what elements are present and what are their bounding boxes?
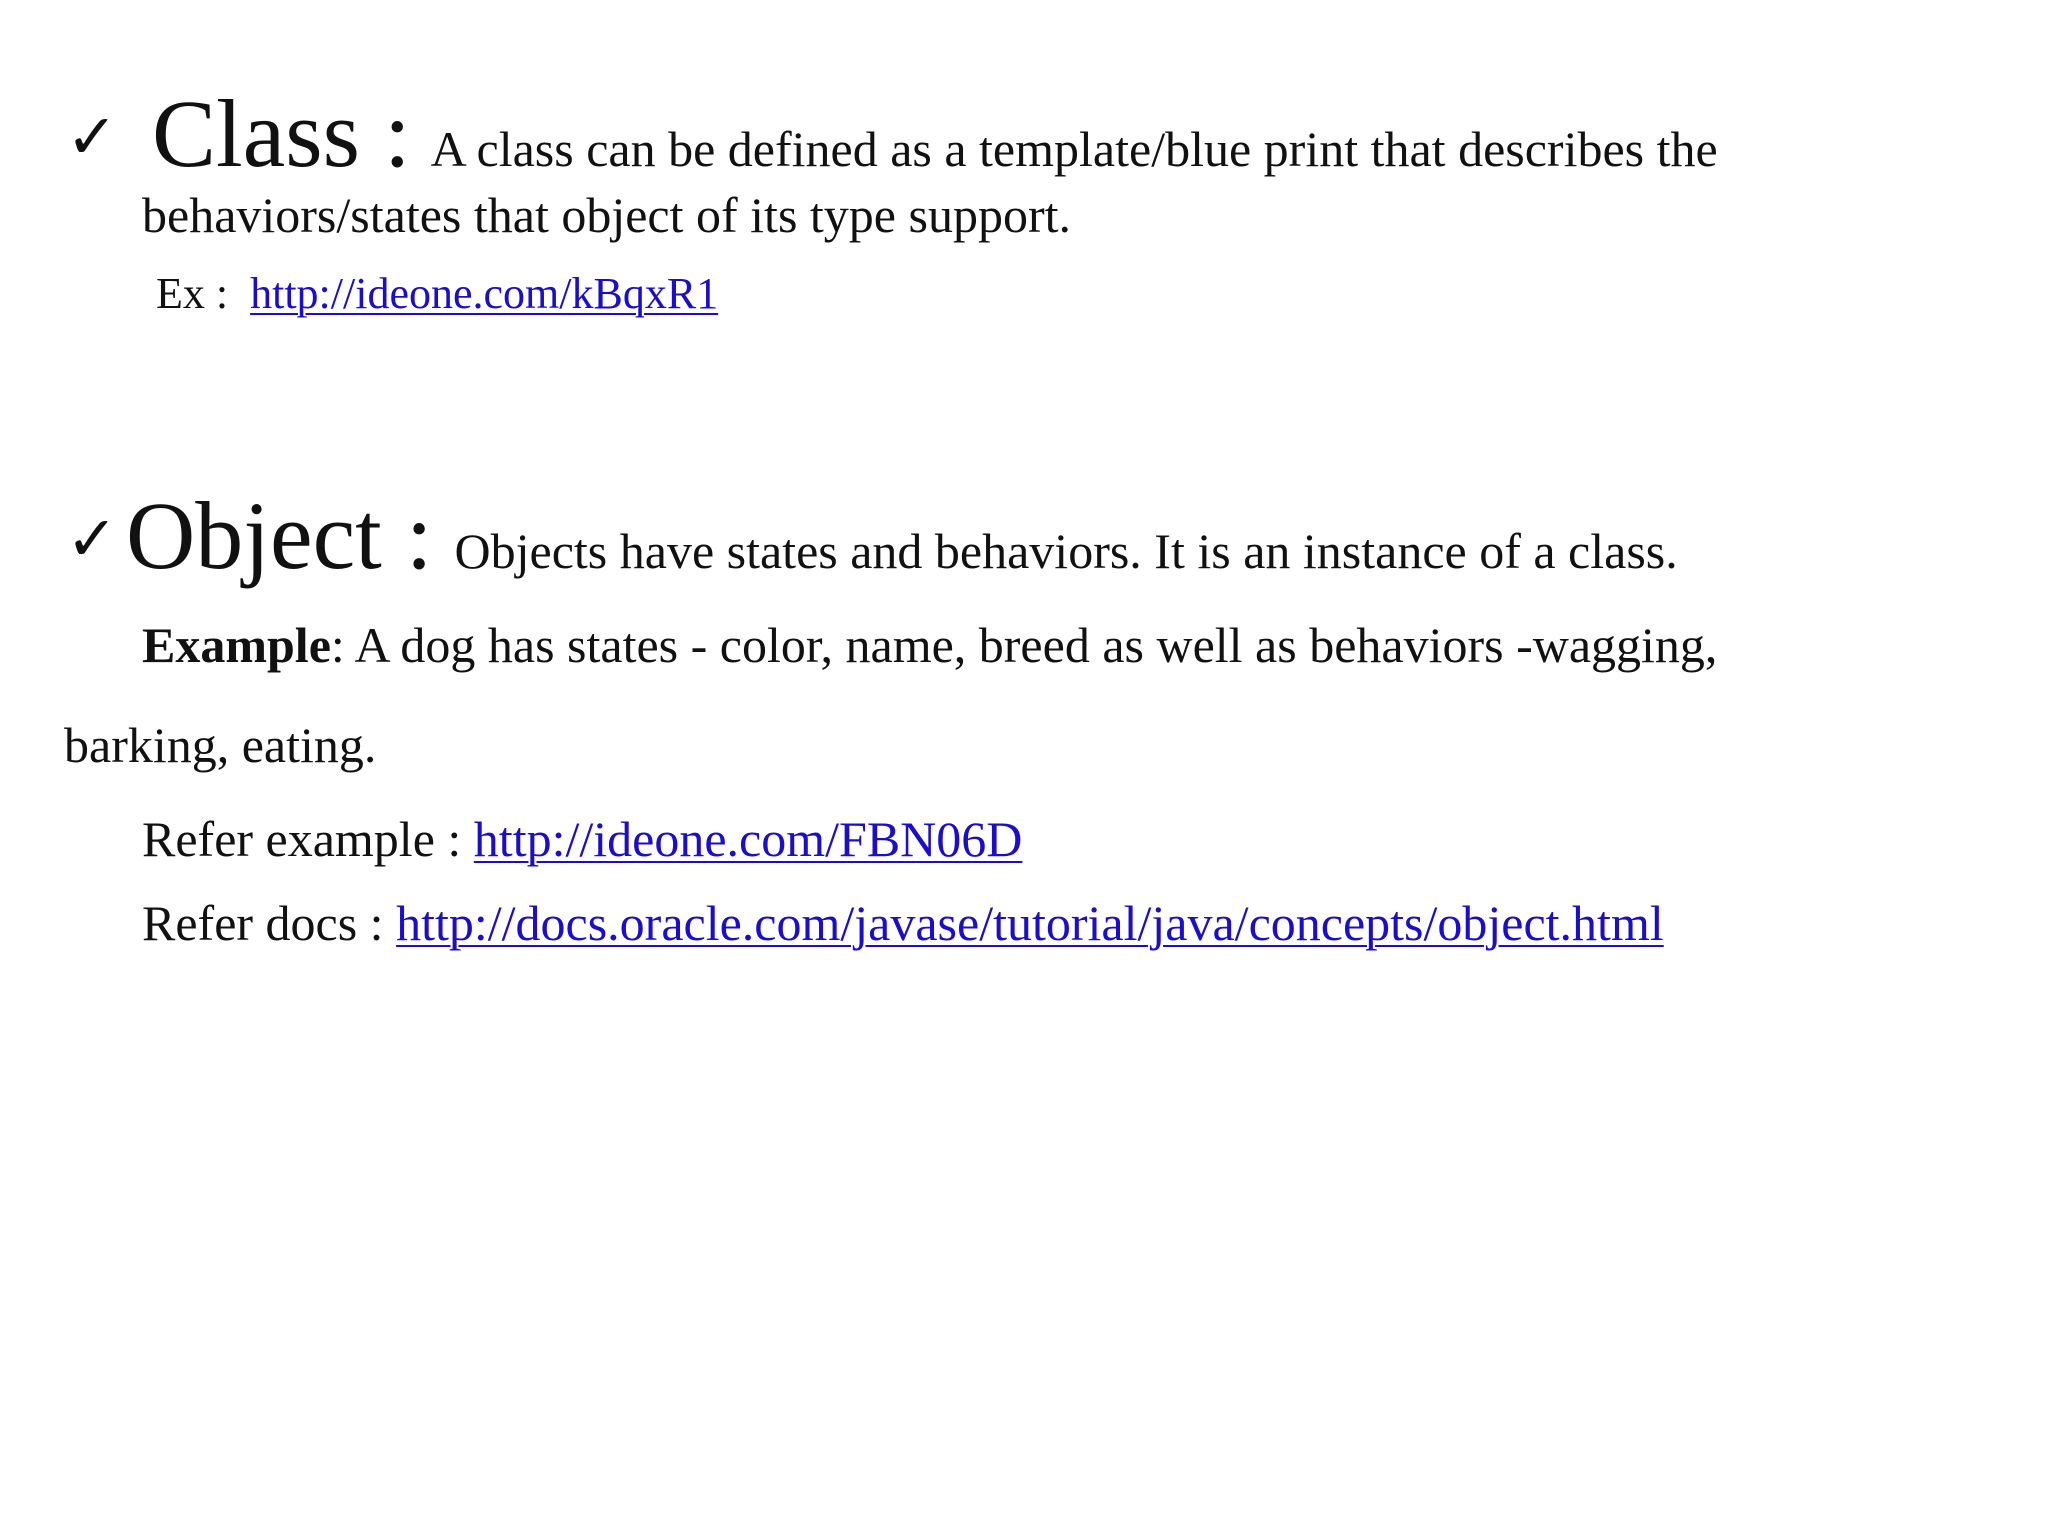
- refer-example-link[interactable]: http://ideone.com/FBN06D: [473, 811, 1023, 867]
- object-example-line2: barking, eating.: [64, 717, 377, 773]
- refer-example-label: Refer example :: [142, 811, 462, 867]
- class-heading: [66, 80, 1718, 187]
- class-description-line2: behaviors/states that object of its type support.: [142, 187, 1071, 243]
- checkmark-icon: ✓: [66, 502, 118, 575]
- object-example-line1: [142, 617, 1718, 673]
- class-term: Class :: [151, 80, 411, 187]
- refer-example-row: [142, 811, 1023, 867]
- object-term: Object :: [125, 482, 433, 589]
- object-example-text: : A dog has states - color, name, breed as well as behaviors -wagging,: [330, 617, 1718, 673]
- refer-docs-label: Refer docs :: [142, 895, 384, 951]
- object-example-label: Example: [142, 617, 331, 673]
- class-example-label: Ex :: [156, 269, 229, 318]
- class-description-line1: A class can be defined as a template/blue print that describes the: [430, 121, 1718, 177]
- class-example-link[interactable]: http://ideone.com/kBqxR1: [250, 269, 719, 318]
- object-description: Objects have states and behaviors. It is an instance of a class.: [454, 523, 1678, 579]
- class-example-row: [156, 269, 719, 318]
- object-heading: [66, 482, 1678, 589]
- refer-docs-row: [142, 895, 1664, 951]
- checkmark-icon: ✓: [66, 100, 118, 173]
- refer-docs-link[interactable]: http://docs.oracle.com/javase/tutorial/java/concepts/object.html: [396, 895, 1664, 951]
